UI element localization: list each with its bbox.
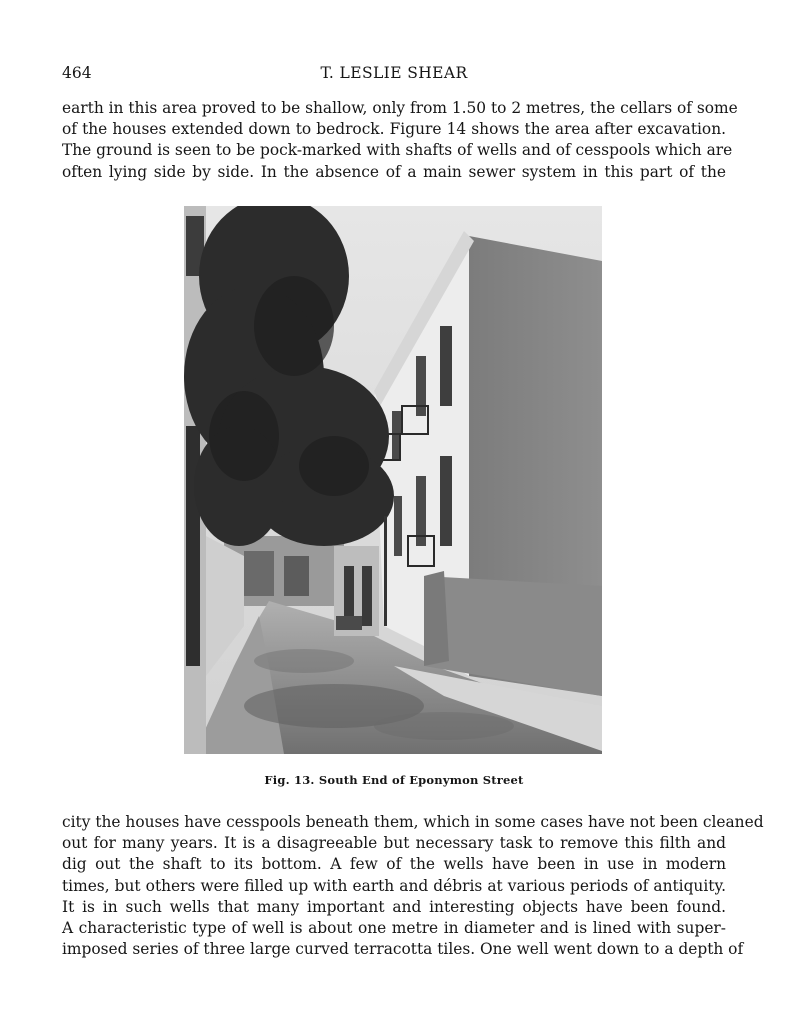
text-line: dig out the shaft to its bottom. A few of the wells have been in use in modern xyxy=(62,855,726,874)
street-photo-illustration xyxy=(184,206,602,754)
text-line: earth in this area proved to be shallow, only from 1.50 to 2 metres, the cellars of some xyxy=(62,99,738,117)
figure-photograph xyxy=(184,206,602,754)
text-line: of the houses extended down to bedrock. Figure 14 shows the area after excavation. xyxy=(62,120,726,139)
body-text-bottom xyxy=(62,812,764,960)
text-line: The ground is seen to be pock-marked with shafts of wells and of cesspools which are xyxy=(62,141,733,160)
text-line: imposed series of three large curved terracotta tiles. One well went down to a depth of xyxy=(62,940,744,959)
text-line: It is in such wells that many important and interesting objects have been found. xyxy=(62,897,726,916)
text-line: city the houses have cesspools beneath them, which in some cases have not been cleaned xyxy=(62,813,764,831)
body-text-top xyxy=(62,98,738,183)
text-line: often lying side by side. In the absence of a main sewer system in this part of the xyxy=(62,162,726,181)
running-title: T. LESLIE SHEAR xyxy=(320,64,468,82)
text-line: times, but others were filled up with earth and débris at various periods of antiquity. xyxy=(62,876,726,895)
page-header xyxy=(62,64,726,86)
text-line: out for many years. It is a disagreeable but necessary task to remove this filth and xyxy=(62,834,726,853)
figure-caption: Fig. 13. South End of Eponymon Street xyxy=(264,773,524,787)
page-number: 464 xyxy=(62,64,92,82)
text-line: A characteristic type of well is about one metre in diameter and is lined with super- xyxy=(62,919,726,938)
